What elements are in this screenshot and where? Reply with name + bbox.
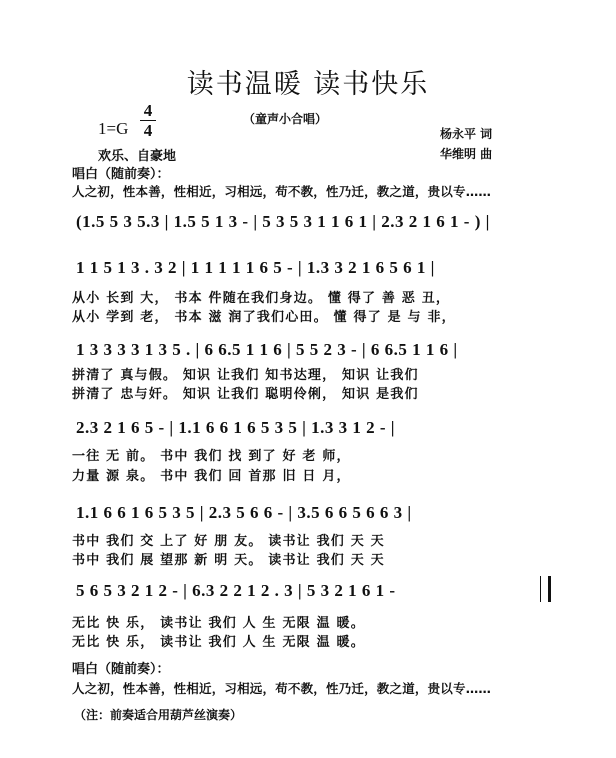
lyric-line-4b: 力量 源 泉。 书中 我们 回 首那 旧 日 月，: [72, 469, 351, 484]
lyric-line-4a: 一往 无 前。 书中 我们 找 到了 好 老 师，: [72, 449, 351, 464]
intro-label: 唱白（随前奏）：: [72, 167, 170, 182]
score-line-5: 1.1 6 6 1 6 5 3 5 | 2.3 5 6 6 - | 3.5 6 6 5 6 6 3 |: [76, 503, 412, 522]
song-title: 读书温暖 读书快乐: [186, 69, 430, 100]
time-signature-top: 4: [143, 101, 153, 120]
lyricist: 杨永平 词: [440, 127, 493, 141]
footnote: （注：前奏适合用葫芦丝演奏）: [74, 708, 243, 722]
lyric-line-6a: 无比 快 乐， 读书让 我们 人 生 无限 温 暖。: [72, 616, 365, 631]
score-line-2: 1 1 5 1 3 . 3 2 | 1 1 1 1 1 6 5 - | 1.3 3 2 1 6 5 6 1 |: [76, 258, 435, 277]
lyric-line-5a: 书中 我们 交 上了 好 朋 友。 读书让 我们 天 天: [72, 534, 385, 549]
intro-recitation: 人之初，性本善，性相近，习相远，苟不教，性乃迁，教之道，贵以专……: [72, 184, 492, 199]
time-signature: [140, 102, 156, 139]
lyric-line-2b: 从小 学到 老， 书本 滋 润了我们心田。 懂 得了 是 与 非，: [72, 310, 456, 325]
score-line-1: (1.5 5 3 5.3 | 1.5 5 1 3 - | 5 3 5 3 1 1 6 1 | 2.3 2 1 6 1 - ) |: [76, 212, 490, 231]
composer: 华维明 曲: [440, 147, 493, 161]
outro-label: 唱白（随前奏）：: [72, 662, 170, 677]
lyric-line-2a: 从小 长到 大， 书本 件随在我们身边。 懂 得了 善 恶 丑，: [72, 291, 451, 306]
lyric-line-5b: 书中 我们 展 望那 新 明 天。 读书让 我们 天 天: [72, 553, 385, 568]
time-signature-bottom: 4: [143, 121, 153, 140]
performance-type: （童声小合唱）: [243, 112, 328, 126]
score-line-6: 5 6 5 3 2 1 2 - | 6.3 2 2 1 2 . 3 | 5 3 2 1 6 1 -: [76, 581, 396, 600]
tempo-marking: 欢乐、自豪地: [98, 149, 177, 164]
lyric-line-3a: 拼清了 真与假。 知识 让我们 知书达理， 知识 让我们: [72, 368, 419, 383]
final-barline: [540, 576, 551, 602]
outro-recitation: 人之初，性本善，性相近，习相远，苟不教，性乃迁，教之道，贵以专……: [72, 681, 492, 696]
score-line-3: 1 3 3 3 3 1 3 5 . | 6 6.5 1 1 6 | 5 5 2 3 - | 6 6.5 1 1 6 |: [76, 340, 458, 359]
key-signature: 1=G: [98, 119, 129, 138]
lyric-line-3b: 拼清了 忠与奸。 知识 让我们 聪明伶俐， 知识 是我们: [72, 387, 419, 402]
lyric-line-6b: 无比 快 乐， 读书让 我们 人 生 无限 温 暖。: [72, 635, 365, 650]
score-line-4: 2.3 2 1 6 5 - | 1.1 6 6 1 6 5 3 5 | 1.3 3 1 2 - |: [76, 418, 396, 437]
